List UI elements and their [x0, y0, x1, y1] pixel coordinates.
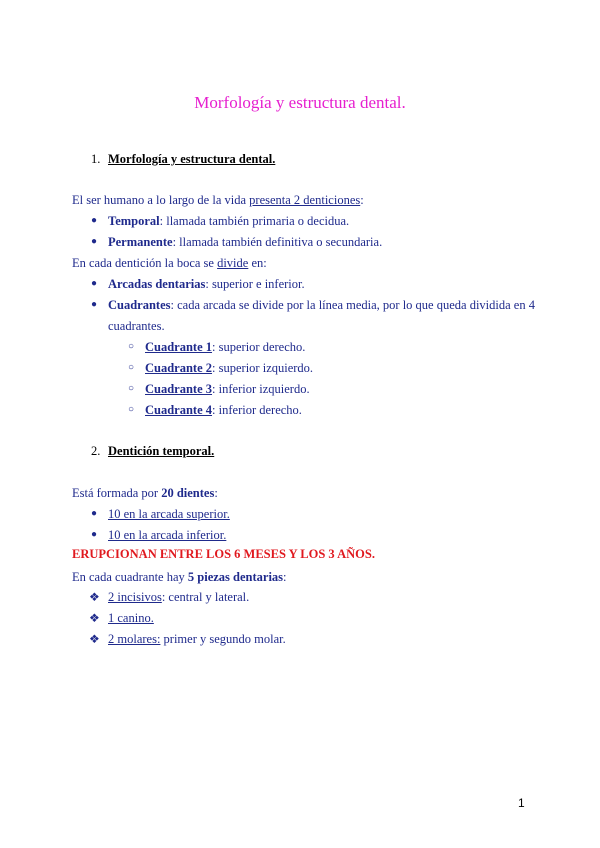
diamond-bullet-icon: ❖ — [89, 632, 100, 646]
term: Permanente — [108, 235, 173, 249]
erupcion-notice: ERUPCIONAN ENTRE LOS 6 MESES Y LOS 3 AÑOS. — [72, 547, 375, 561]
sub-item-cuadrante-3 — [145, 381, 310, 397]
piezas-tail: : — [283, 570, 287, 584]
bullet-icon: ● — [91, 508, 98, 519]
sub-item-cuadrante-4 — [145, 402, 302, 418]
desc: : cada arcada se divide por la línea media, por lo que queda dividida en 4 — [170, 298, 535, 312]
sub-item-cuadrante-1 — [145, 339, 305, 355]
circle-bullet-icon: ○ — [128, 362, 135, 373]
list-item-permanente — [108, 234, 382, 250]
formada-paragraph — [72, 485, 218, 501]
term: Cuadrante 2 — [145, 361, 213, 375]
term: 2 molares: — [108, 632, 161, 646]
list-item-cuadrantes-cont: cuadrantes. — [108, 319, 165, 333]
circle-bullet-icon: ○ — [128, 341, 135, 352]
formada-tail: : — [214, 486, 218, 500]
list-item-molares — [108, 631, 286, 647]
section-2-number: 2. — [91, 444, 101, 458]
list-item-arcada-inferior: 10 en la arcada inferior. — [108, 528, 227, 542]
list-item-canino — [108, 610, 154, 626]
bullet-icon: ● — [91, 215, 98, 226]
term: Cuadrante 1 — [145, 340, 213, 354]
bullet-icon: ● — [91, 236, 98, 247]
term: Temporal — [108, 214, 160, 228]
formada-text: Está formada por — [72, 486, 162, 500]
bullet-icon: ● — [91, 529, 98, 540]
list-item-temporal — [108, 213, 349, 229]
division-link: divide — [217, 256, 249, 270]
term: Arcadas dentarias — [108, 277, 206, 291]
document-title: Morfología y estructura dental. — [194, 93, 406, 112]
piezas-bold: 5 piezas dentarias — [187, 570, 284, 584]
bullet-icon: ● — [91, 299, 98, 310]
bullet-icon: ● — [91, 278, 98, 289]
section-1-number: 1. — [91, 152, 101, 166]
sub-item-cuadrante-2 — [145, 360, 313, 376]
division-tail: en: — [248, 256, 267, 270]
intro-link: presenta 2 denticiones — [249, 193, 361, 207]
section-1-heading: Morfología y estructura dental. — [108, 152, 276, 166]
intro-paragraph — [72, 192, 364, 208]
diamond-bullet-icon: ❖ — [89, 611, 100, 625]
formada-bold: 20 dientes — [161, 486, 215, 500]
term: Cuadrantes — [108, 298, 171, 312]
intro-tail: : — [360, 193, 364, 207]
list-item-arcada-superior: 10 en la arcada superior. — [108, 507, 230, 521]
term: Cuadrante 4 — [145, 403, 213, 417]
desc: : llamada también definitiva o secundaria. — [172, 235, 383, 249]
desc: : llamada también primaria o decidua. — [159, 214, 350, 228]
section-2-heading: Dentición temporal. — [108, 444, 215, 458]
circle-bullet-icon: ○ — [128, 383, 135, 394]
term: 2 incisivos — [108, 590, 162, 604]
list-item-cuadrantes — [108, 297, 535, 313]
desc: : superior izquierdo. — [212, 361, 314, 375]
piezas-text: En cada cuadrante hay — [72, 570, 188, 584]
diamond-bullet-icon: ❖ — [89, 590, 100, 604]
desc: : inferior derecho. — [212, 403, 302, 417]
term: Cuadrante 3 — [145, 382, 213, 396]
desc: primer y segundo molar. — [160, 632, 286, 646]
desc: : superior e inferior. — [205, 277, 305, 291]
intro-text: El ser humano a lo largo de la vida — [72, 193, 250, 207]
desc: : inferior izquierdo. — [212, 382, 310, 396]
list-item-incisivos — [108, 589, 249, 605]
list-item-arcadas — [108, 276, 305, 292]
page-number: 1 — [518, 796, 525, 810]
piezas-paragraph — [72, 569, 287, 585]
term: 1 canino. — [108, 611, 154, 625]
desc: : superior derecho. — [212, 340, 306, 354]
division-paragraph — [72, 255, 267, 271]
division-text: En cada dentición la boca se — [72, 256, 218, 270]
desc: : central y lateral. — [161, 590, 250, 604]
circle-bullet-icon: ○ — [128, 404, 135, 415]
